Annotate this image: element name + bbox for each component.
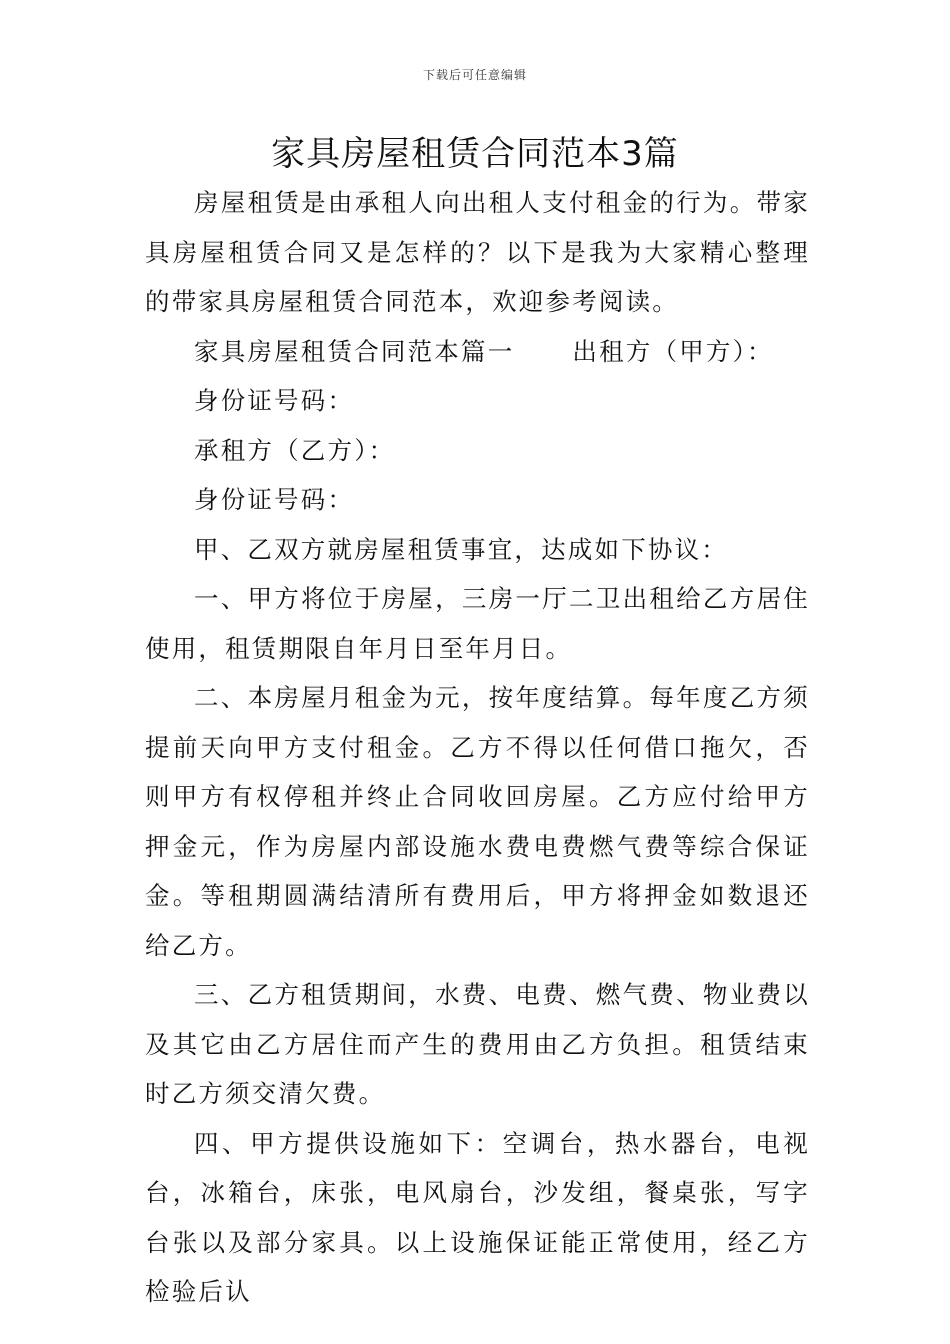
- lessor-id-field: 身份证号码：: [194, 386, 355, 415]
- intro-paragraph: 房屋租赁是由承租人向出租人支付租金的行为。带家具房屋租赁合同又是怎样的？以下是我为大家精心整理的带家具房屋租赁合同范本，欢迎参考阅读。: [145, 188, 810, 316]
- clause-4: 四、甲方提供设施如下：空调台，热水器台，电视台，冰箱台，床张，电风扇台，沙发组，餐桌张，写字台张以及部分家具。以上设施保证能正常使用，经乙方检验后认: [145, 1128, 810, 1306]
- section-heading: 家具房屋租赁合同范本篇一: [194, 336, 515, 366]
- clause-1: 一、甲方将位于房屋，三房一厅二卫出租给乙方居住使用，租赁期限自年月日至年月日。: [145, 584, 810, 663]
- page-title: 家具房屋租赁合同范本3篇: [271, 134, 679, 174]
- lessee-field: 承租方（乙方）：: [194, 435, 396, 465]
- document-body: [145, 178, 810, 1317]
- clause-2: 二、本房屋月租金为元，按年度结算。每年度乙方须提前天向甲方支付租金。乙方不得以任何借口拖欠，否则甲方有权停租并终止合同收回房屋。乙方应付给甲方押金元，作为房屋内部设施水费电费燃气费等综合保证金。等租期圆满结清所有费用后，甲方将押金如数退还给乙方。: [145, 683, 810, 960]
- header-note: 下载后可任意编辑: [422, 68, 527, 82]
- clause-3: 三、乙方租赁期间，水费、电费、燃气费、物业费以及其它由乙方居住而产生的费用由乙方负担。租赁结束时乙方须交清欠费。: [145, 980, 810, 1108]
- lessor-label: 出租方（甲方）：: [572, 336, 774, 366]
- agreement-intro: 甲、乙双方就房屋租赁事宜，达成如下协议：: [194, 534, 728, 564]
- section-heading-line: [145, 327, 810, 377]
- lessee-id-field: 身份证号码：: [194, 485, 355, 514]
